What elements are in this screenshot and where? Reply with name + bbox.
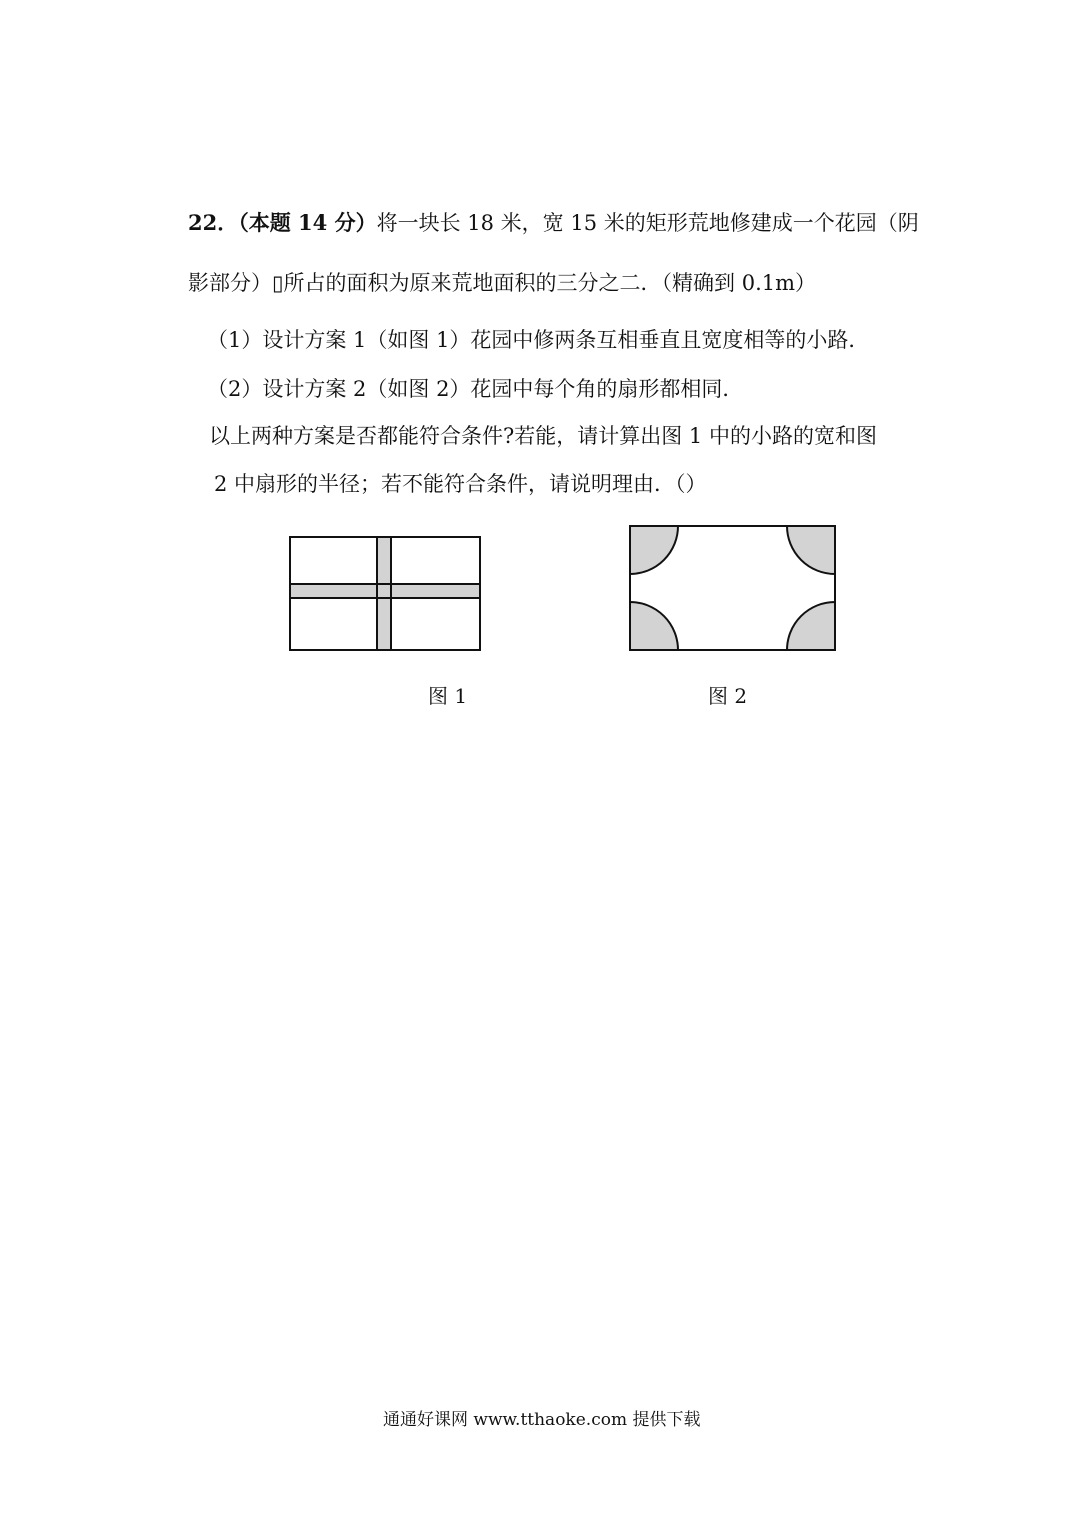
sector-bottom-left xyxy=(630,602,678,650)
figure-2-corner-sectors xyxy=(628,524,837,652)
footer-text: 通通好课网 www.tthaoke.com 提供下载 xyxy=(383,1410,701,1430)
horizontal-path xyxy=(290,584,480,598)
sector-top-left xyxy=(630,526,678,574)
question-number: 22． xyxy=(188,210,239,235)
question-text-2: 影部分）▯所占的面积为原来荒地面积的三分之二．（精确到 0.1m） xyxy=(188,271,817,295)
figure-1-cross-paths xyxy=(288,535,482,652)
figure-1-caption: 图 1 xyxy=(428,684,468,708)
question-part-1: （1）设计方案 1（如图 1）花园中修两条互相垂直且宽度相等的小路． xyxy=(207,328,870,352)
question-part-2: （2）设计方案 2（如图 2）花园中每个角的扇形都相同． xyxy=(207,377,744,401)
question-text-1: 将一块长 18 米，宽 15 米的矩形荒地修建成一个花园（阴 xyxy=(376,211,919,235)
figure-2-caption: 图 2 xyxy=(708,684,748,708)
question-ask-1: 以上两种方案是否都能符合条件?若能，请计算出图 1 中的小路的宽和图 xyxy=(209,424,877,448)
question-points: （本题 14 分） xyxy=(238,210,377,235)
question-line-1 xyxy=(188,209,919,237)
question-ask-2: 2 中扇形的半径；若不能符合条件，请说明理由．（） xyxy=(214,472,707,496)
sector-top-right xyxy=(787,526,835,574)
sector-bottom-right xyxy=(787,602,835,650)
